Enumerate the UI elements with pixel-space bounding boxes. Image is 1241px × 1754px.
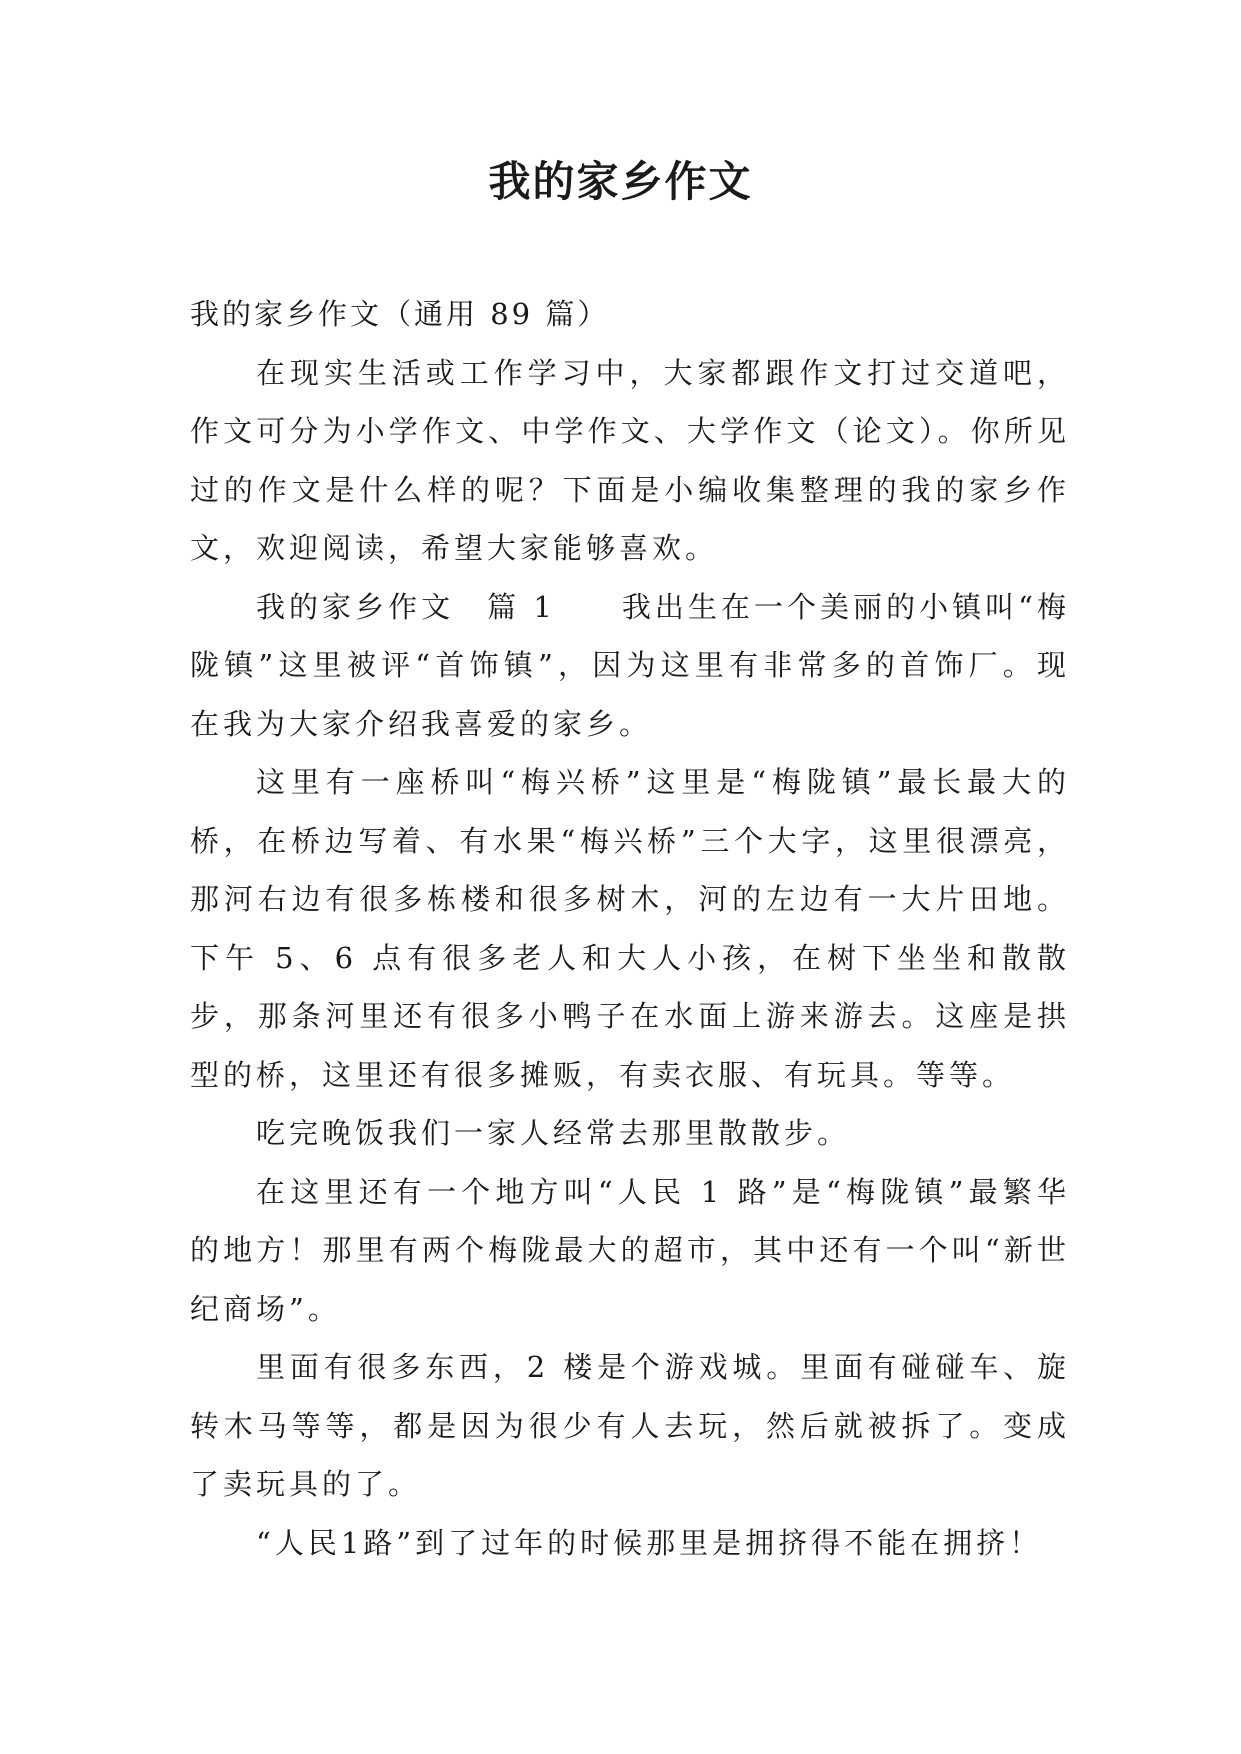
paragraph-after-dinner: 吃完晚饭我们一家人经常去那里散散步。 [256,1116,851,1150]
document-body [190,285,1070,1572]
paragraph-renmin-road: 在这里还有一个地方叫“人民 1 路”是“梅陇镇”最繁华的地方！那里有两个梅陇最大的超市，其中还有一个叫“新世纪商场”。 [190,1174,1070,1326]
paragraph-intro: 在现实生活或工作学习中，大家都跟作文打过交道吧，作文可分为小学作文、中学作文、大学作文（论文）。你所见过的作文是什么样的呢？下面是小编收集整理的我的家乡作文，欢迎阅读，希望大家能够喜欢。 [190,355,1070,565]
paragraph-bridge: 这里有一座桥叫“梅兴桥”这里是“梅陇镇”最长最大的桥，在桥边写着、有水果“梅兴桥”三个大字，这里很漂亮，那河右边有很多栋楼和很多树木，河的左边有一大片田地。下午 5、6 点有很多老人和大人小孩，在树下坐坐和散散步，那条河里还有很多小鸭子在水面上游来游去。这座是拱型的桥，这里还有很多摊贩，有卖衣服、有玩具。等等。 [190,765,1070,1092]
paragraph-new-year: “人民1路”到了过年的时候那里是拥挤得不能在拥挤！ [256,1525,1043,1560]
paragraph-essay-1-heading: 我的家乡作文 篇 1 我出生在一个美丽的小镇叫“梅陇镇”这里被评“首饰镇”，因为这里有非常多的首饰厂。现在我为大家介绍我喜爱的家乡。 [190,589,1070,741]
document-title: 我的家乡作文 [488,157,753,206]
document-subtitle: 我的家乡作文（通用 89 篇） [190,297,610,331]
paragraph-game-city: 里面有很多东西，2 楼是个游戏城。里面有碰碰车、旋转木马等等，都是因为很少有人去玩，然后就被拆了。变成了卖玩具的了。 [190,1350,1070,1501]
